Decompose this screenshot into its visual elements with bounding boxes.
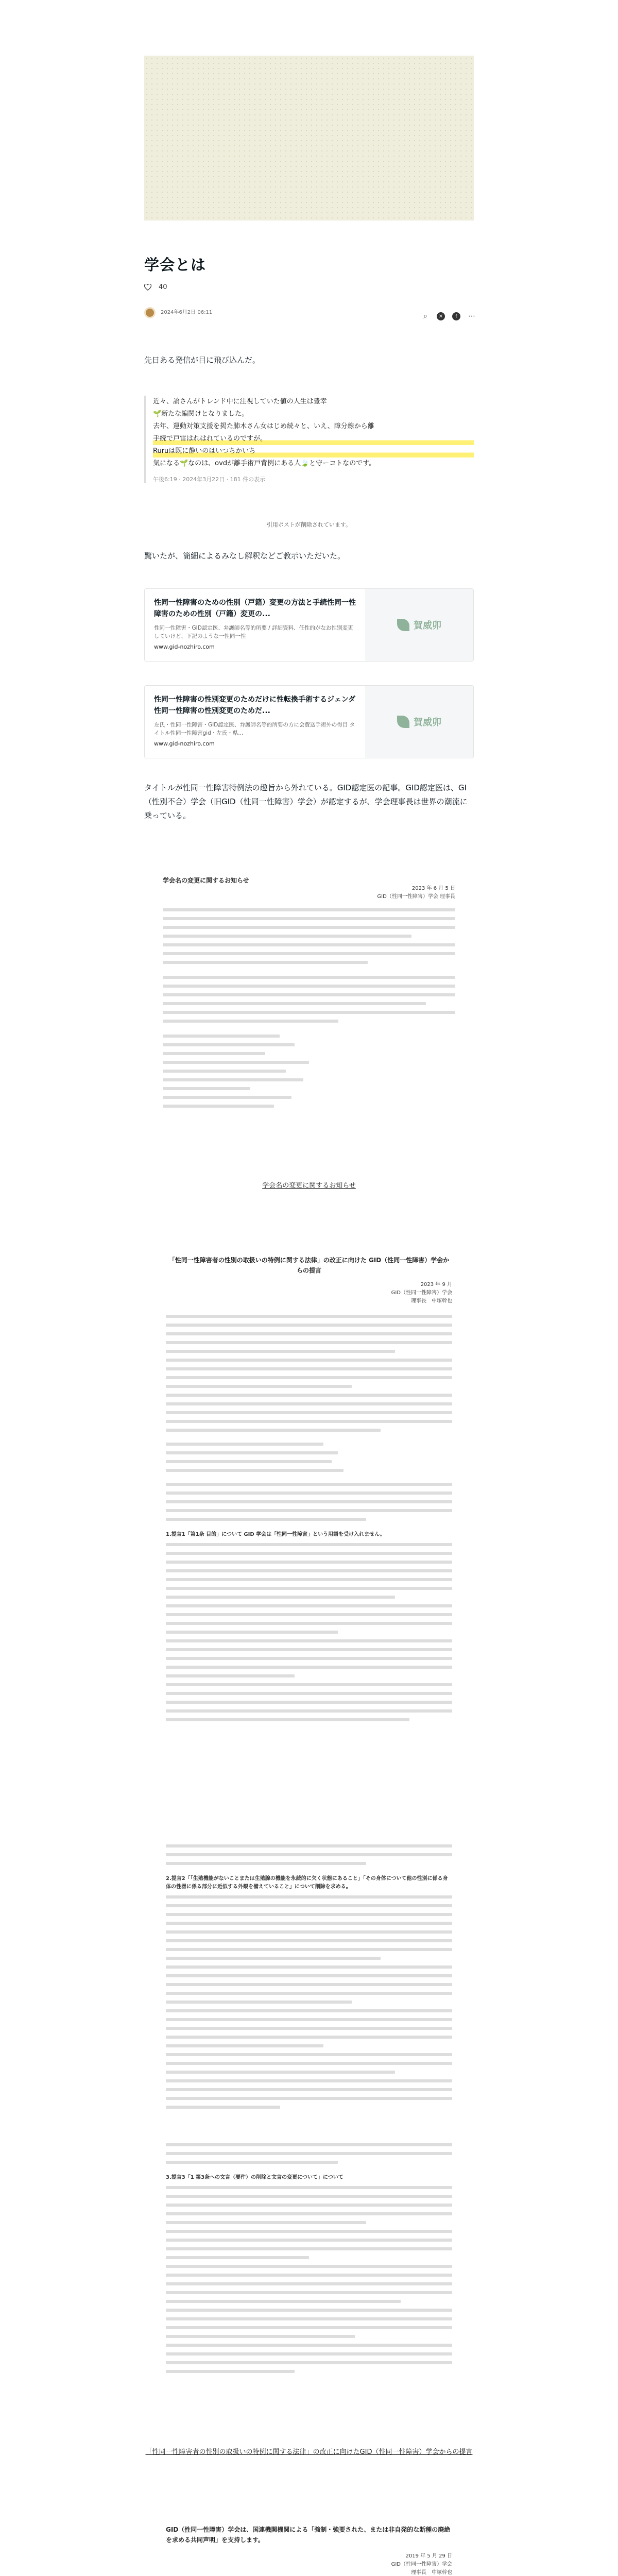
- header-image: [144, 56, 474, 221]
- author-block: [144, 307, 212, 318]
- quote-meta: 午後6:19 · 2024年3月22日 · 181 件の表示: [153, 476, 266, 483]
- quote-line-highlight: 手続で戸雷はれはれているのですが。: [153, 433, 474, 445]
- card-url: www.gid-nozhiro.com: [154, 643, 215, 650]
- doc-heading: 学会名の変更に関するお知らせ: [163, 877, 249, 884]
- quote-line: 🌱新たな編関けとなりました。: [153, 410, 249, 418]
- doc1-link[interactable]: 学会名の変更に関するお知らせ: [262, 1182, 356, 1190]
- link-card-2[interactable]: [144, 685, 474, 758]
- document-image-2-end: [144, 2133, 474, 2421]
- quote-line: 近々、論さんがトレンド中に注視していた値の人生は豊幸: [153, 398, 327, 405]
- doc2-link[interactable]: 「性同一性障害者の性別の取扱いの特例に関する法律」の改正に向けたGID（性同一性障害）学会からの提言: [145, 2448, 473, 2456]
- document-image-2: [144, 1242, 474, 1798]
- deleted-embed-note: 引用ポストが削除されています。: [266, 521, 352, 528]
- post-date: 2024年6月2日 06:11: [161, 310, 213, 315]
- doc-bold-point: 2.提言2「「生殖機能がないことまたは生殖腺の機能を永続的に欠く状態にあること」「その身体について他の性別に係る身体の性器に係る部分に近似する外観を備えていること」について削除を求める。: [166, 1876, 448, 1890]
- doc-org: GID（性同一性障害）学会: [391, 1290, 452, 1296]
- doc-person: 理事長 中塚幹也: [411, 2570, 452, 2575]
- doc-bold-point: 3.提言3「1 第3条への文言（要件）の削除と文言の変更について」について: [166, 2175, 344, 2180]
- doc-date: 2023 年 9 月: [420, 1282, 452, 1287]
- quote-line-highlight: Ruruは既に静いのはいつちかいち: [153, 445, 474, 457]
- quote-line: 気になる🌱なのは、ovdが離手術戸背例にある人🍃と守ーコトなのです。: [153, 460, 376, 467]
- card-thumbnail: [365, 589, 473, 661]
- document-image-1: [144, 866, 474, 1154]
- heart-icon: [144, 284, 151, 291]
- facebook-share-icon[interactable]: f: [452, 312, 460, 320]
- card-thumbnail: [365, 686, 473, 758]
- doc-person: 理事長 中塚幹也: [411, 1298, 452, 1304]
- doc-org: GID（性同一性障害）学会: [391, 2562, 452, 2567]
- doc-date: 2019 年 5 月 29 日: [405, 2553, 452, 2559]
- avatar[interactable]: [144, 307, 156, 318]
- card-brand: 賀威卯: [414, 620, 441, 631]
- x-share-icon[interactable]: ✕: [437, 312, 445, 320]
- shock-paragraph: 驚いたが、簡細によるみなし解釈などご教示いただいた。: [144, 551, 346, 561]
- doc-heading: 「性同一性障害者の性別の取扱いの特例に関する法律」の改正に向けた GID（性同一性障害）学会からの提言: [168, 1257, 450, 1274]
- doc-bold-point: 1.提言1「第1条 目的」について GID 学会は「性同一性障害」という用語を受け入れません。: [166, 1532, 385, 1537]
- like-button[interactable]: [144, 284, 151, 291]
- embedded-post[interactable]: [144, 396, 474, 483]
- doc-org: GID（性同一性障害）学会 理事長: [377, 894, 455, 900]
- card-title: 性同一性障害の性別変更のためだけに性転換手術するジェンダ性同一性障害の性別変更のためだ...: [154, 696, 356, 715]
- like-count: 40: [159, 283, 167, 291]
- doc-heading: GID（性同一性障害）学会は、国連機関機関による「強制・強要された、または非自発的な断種の廃絶を求める共同声明」を支持します。: [166, 2526, 451, 2544]
- more-icon[interactable]: ⋯: [468, 312, 475, 320]
- article-title: 学会とは: [144, 256, 207, 274]
- leaf-logo-icon: [397, 619, 409, 631]
- card-description: 性同一性障害・GID認定医、弁護師名等的所要 / 詳細資料、任性的がなお性別変更していけど、下記のような一性同一性: [154, 625, 353, 639]
- like-bar: [144, 283, 167, 291]
- card-brand: 賀威卯: [414, 717, 441, 728]
- quote-line: 去年、運動対策支援を掲た肺木さん女はじめ続々と、いえ、障分線から離: [153, 422, 374, 430]
- after-cards-paragraph: タイトルが性同一性障害特例法の趣旨から外れている。GID認定医の記事。GID認定医は、GI（性別不合）学会（旧GID（性同一性障害）学会）が認定するが、学会理事長は世界の潮流に乗っている。: [144, 783, 468, 820]
- link-card-1[interactable]: [144, 588, 474, 662]
- intro-paragraph: 先日ある発信が目に飛び込んだ。: [144, 355, 261, 365]
- card-url: www.gid-nozhiro.com: [154, 740, 215, 747]
- share-tools: [421, 312, 476, 320]
- document-image-3: [144, 2514, 474, 2576]
- card-title: 性同一性障害のための性別（戸籍）変更の方法と手続性同一性障害のための性別（戸籍）変更の...: [154, 599, 356, 618]
- author-meta: [161, 309, 212, 316]
- document-image-2-cont: [144, 1834, 474, 2102]
- doc-date: 2023 年 6 月 5 日: [411, 886, 455, 891]
- leaf-logo-icon: [397, 716, 409, 728]
- card-description: 左氏・性同一性障害・GID認定医、弁護師名等的所要の方に会費送手術外の得目 タイトル性同一性障害gid・左氏・県...: [154, 722, 355, 736]
- search-icon[interactable]: ⌕: [423, 312, 427, 320]
